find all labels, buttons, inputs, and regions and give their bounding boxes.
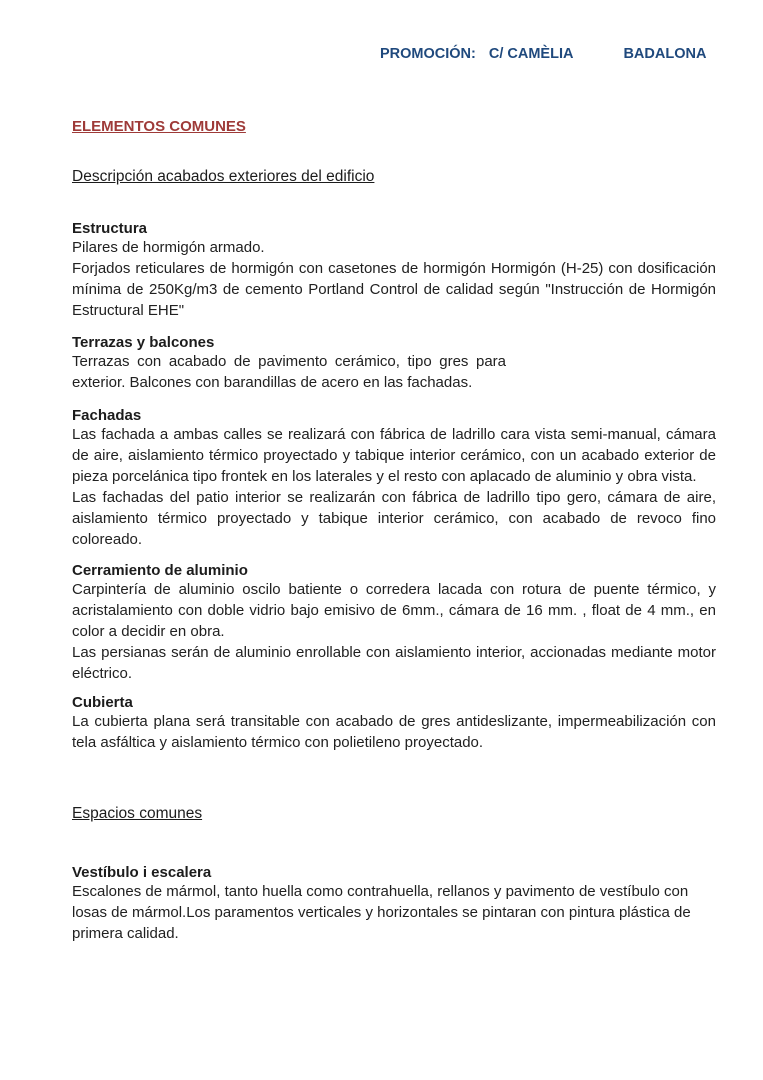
section-heading-terrazas: Terrazas y balcones [72, 334, 215, 351]
section-heading-vestibulo: Vestíbulo i escalera [72, 864, 212, 881]
section-cubierta [72, 694, 716, 753]
section-cerramiento-aluminio [72, 562, 716, 684]
paragraph: Pilares de hormigón armado. [72, 239, 265, 256]
promotion-label: PROMOCIÓN: [380, 46, 476, 62]
section-fachadas [72, 407, 716, 550]
paragraph: Carpintería de aluminio oscilo batiente o corredera lacada con rotura de puente térmico, y acristalamiento con doble vidrio bajo emisivo de 6mm., cámara de 16 mm. , float de 4 mm., en color a decidir en obra. [72, 581, 716, 640]
subtitle-exterior-finishes: Descripción acabados exteriores del edificio [72, 168, 375, 185]
paragraph: Forjados reticulares de hormigón con casetones de hormigón Hormigón (H-25) con dosificación mínima de 250Kg/m3 de cemento Portland Control de calidad según "Instrucción de Hormigón Estructural EHE" [72, 260, 716, 319]
section-heading-estructura: Estructura [72, 220, 148, 237]
paragraph: Escalones de mármol, tanto huella como contrahuella, rellanos y pavimento de vestíbulo con losas de mármol.Los paramentos verticales y horizontales se pintaran con pintura plástica de primera calidad. [72, 883, 691, 942]
paragraph: Las persianas serán de aluminio enrollable con aislamiento interior, accionadas mediante motor eléctrico. [72, 644, 716, 682]
section-estructura [72, 220, 716, 321]
subtitle-common-spaces: Espacios comunes [72, 805, 203, 822]
promotion-city: BADALONA [623, 46, 707, 62]
paragraph: La cubierta plana será transitable con acabado de gres antideslizante, impermeabilización con tela asfáltica y aislamiento térmico con polietileno proyectado. [72, 713, 716, 751]
document-header [380, 46, 716, 63]
section-heading-cubierta: Cubierta [72, 694, 133, 711]
section-heading-fachadas: Fachadas [72, 407, 142, 424]
paragraph: Las fachada a ambas calles se realizará con fábrica de ladrillo cara vista semi-manual, cámara de aire, aislamiento térmico proyectado y tabique interior cerámico, con un acabado exterior de pieza porcelánica tipo frontek en los laterales y el resto con aplacado de aluminio y obra vista. [72, 426, 716, 485]
section-terrazas-balcones [72, 334, 716, 393]
paragraph: Las fachadas del patio interior se realizarán con fábrica de ladrillo tipo gero, cámara de aire, aislamiento térmico proyectado y tabique interior cerámico, con acabado de revoco fino coloreado. [72, 489, 716, 548]
main-title: ELEMENTOS COMUNES [72, 118, 246, 135]
paragraph: Terrazas con acabado de pavimento cerámico, tipo gres para exterior. Balcones con barandillas de acero en las fachadas. [72, 353, 506, 391]
section-heading-cerramiento: Cerramiento de aluminio [72, 562, 248, 579]
promotion-street: C/ CAMÈLIA [488, 46, 574, 62]
section-vestibulo-escalera [72, 864, 716, 944]
